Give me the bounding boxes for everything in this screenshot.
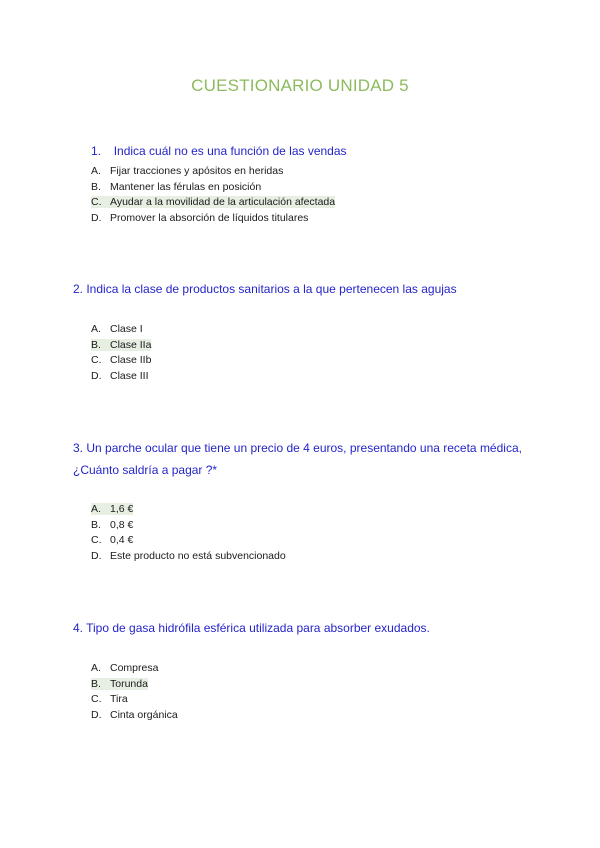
option-1c bbox=[91, 195, 335, 211]
question-2-text: 2. Indica la clase de productos sanitarios a la que pertenecen las agujas bbox=[73, 282, 457, 296]
option-letter: C. bbox=[91, 196, 102, 208]
option-2d bbox=[91, 369, 151, 385]
option-2a bbox=[91, 322, 151, 338]
option-letter: D. bbox=[91, 211, 102, 224]
option-letter: A. bbox=[91, 662, 101, 674]
answer-highlight bbox=[91, 339, 151, 351]
option-text: Fijar tracciones y apósitos en heridas bbox=[110, 165, 284, 177]
option-letter: D. bbox=[91, 549, 102, 562]
option-text: Clase IIb bbox=[110, 354, 152, 366]
question-2 bbox=[73, 278, 457, 300]
question-4 bbox=[73, 617, 430, 639]
answer-highlight bbox=[91, 503, 133, 515]
option-text: Torunda bbox=[110, 677, 148, 690]
option-letter: C. bbox=[91, 534, 102, 546]
page-title: CUESTIONARIO UNIDAD 5 bbox=[191, 76, 409, 95]
option-text: Mantener las férulas en posición bbox=[110, 180, 262, 193]
option-4b bbox=[91, 677, 178, 693]
question-3-text-line2: ¿Cuánto saldría a pagar ?* bbox=[73, 463, 218, 477]
option-text: Ayudar a la movilidad de la articulación afectada bbox=[110, 196, 336, 208]
option-letter: B. bbox=[91, 338, 101, 351]
option-4d bbox=[91, 708, 178, 724]
option-letter: A. bbox=[91, 165, 101, 177]
option-text: Clase I bbox=[110, 323, 143, 335]
option-1d bbox=[91, 211, 335, 227]
option-text: Clase IIa bbox=[110, 338, 152, 351]
option-1b bbox=[91, 180, 335, 196]
option-text: Cinta orgánica bbox=[110, 708, 178, 721]
question-1-number: 1. bbox=[91, 144, 102, 158]
question-4-text: 4. Tipo de gasa hidrófila esférica utilizada para absorber exudados. bbox=[73, 621, 430, 635]
option-letter: B. bbox=[91, 518, 101, 531]
option-letter: C. bbox=[91, 354, 102, 366]
question-2-options bbox=[91, 322, 151, 384]
option-text: 0,8 € bbox=[110, 518, 134, 531]
option-text: Promover la absorción de líquidos titulares bbox=[110, 211, 309, 224]
option-text: 0,4 € bbox=[110, 534, 134, 546]
option-letter: C. bbox=[91, 693, 102, 705]
answer-highlight bbox=[91, 678, 148, 690]
question-4-options bbox=[91, 661, 178, 723]
question-1-options bbox=[91, 164, 335, 226]
option-1a bbox=[91, 164, 335, 180]
option-3c bbox=[91, 533, 286, 549]
option-text: Tira bbox=[110, 693, 128, 705]
question-3-text-line1: 3. Un parche ocular que tiene un precio de 4 euros, presentando una receta médica, bbox=[73, 441, 522, 455]
option-letter: A. bbox=[91, 323, 101, 335]
option-2b bbox=[91, 338, 151, 354]
option-text: Clase III bbox=[110, 369, 149, 382]
question-1-text: Indica cuál no es una función de las vendas bbox=[113, 144, 347, 158]
option-letter: D. bbox=[91, 708, 102, 721]
option-3a bbox=[91, 502, 286, 518]
option-letter: B. bbox=[91, 677, 101, 690]
question-3 bbox=[73, 437, 522, 481]
option-4a bbox=[91, 661, 178, 677]
answer-highlight bbox=[91, 196, 335, 208]
option-text: Este producto no está subvencionado bbox=[110, 549, 286, 562]
option-letter: D. bbox=[91, 369, 102, 382]
option-text: Compresa bbox=[110, 662, 159, 674]
option-3d bbox=[91, 549, 286, 565]
option-text: 1,6 € bbox=[110, 503, 134, 515]
option-4c bbox=[91, 692, 178, 708]
option-2c bbox=[91, 353, 151, 369]
question-1 bbox=[91, 140, 347, 162]
question-3-options bbox=[91, 502, 286, 564]
option-letter: A. bbox=[91, 503, 101, 515]
option-letter: B. bbox=[91, 180, 101, 193]
option-3b bbox=[91, 518, 286, 534]
